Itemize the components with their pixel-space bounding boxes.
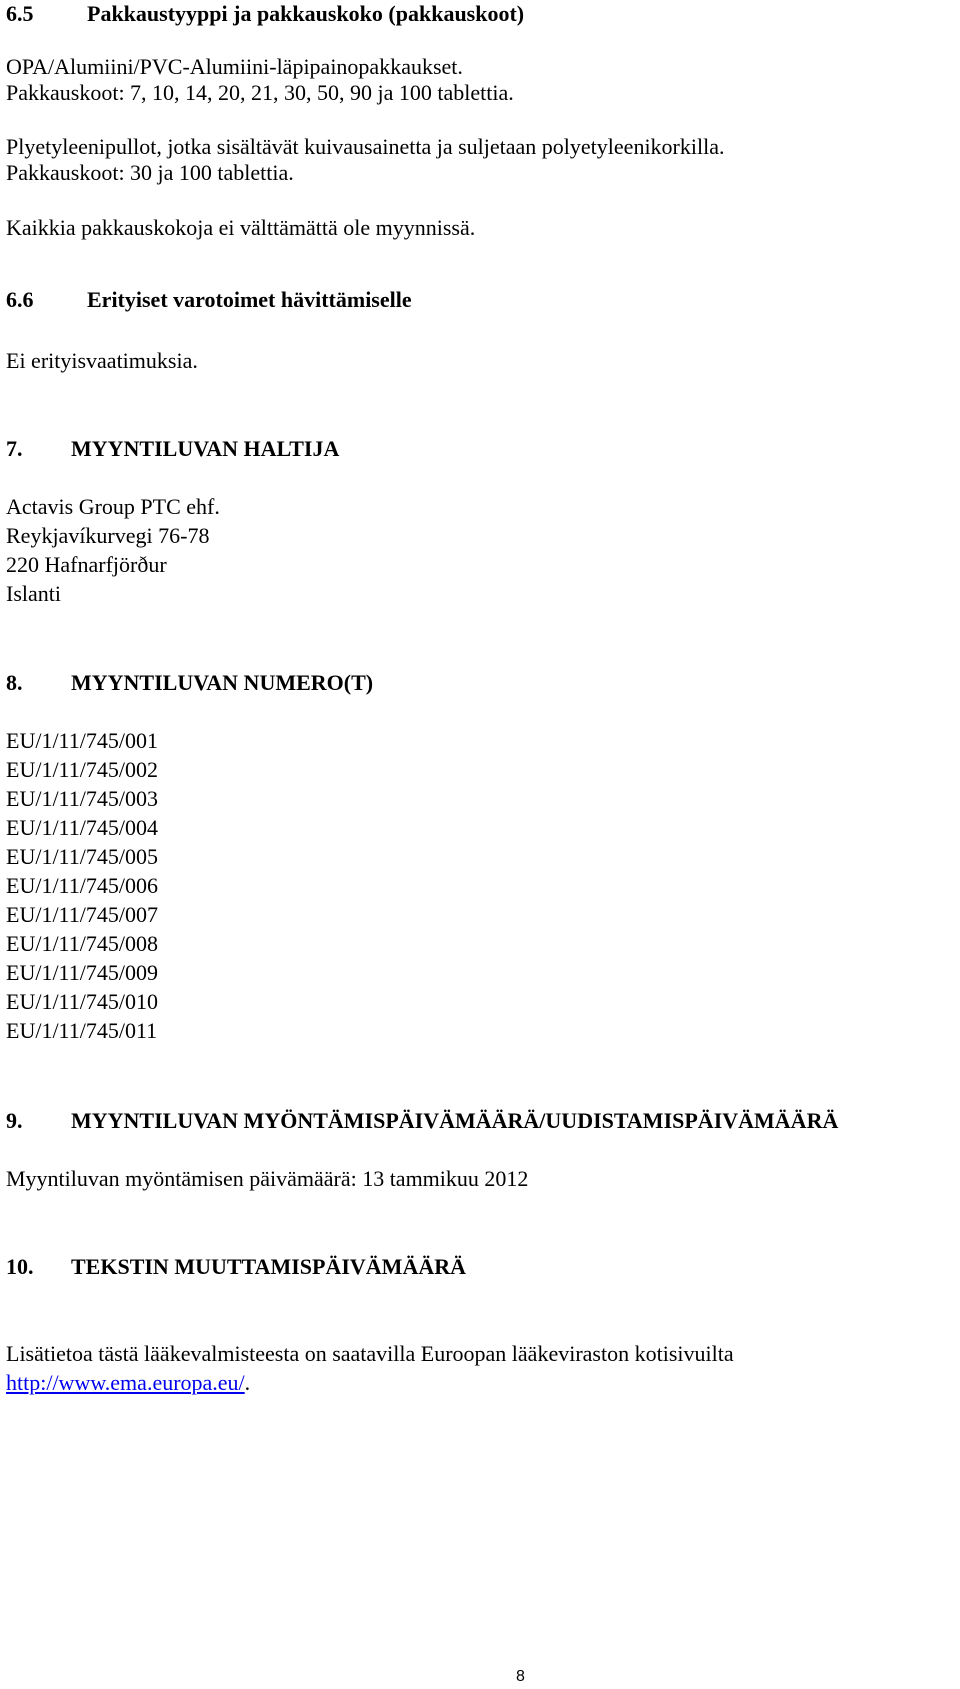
packaging-line-1: OPA/Alumiini/PVC-Alumiini-läpipainopakkaukset. bbox=[6, 54, 463, 79]
section-10-heading bbox=[6, 1253, 466, 1281]
section-7-heading bbox=[6, 435, 339, 463]
more-info-link-line bbox=[6, 1369, 250, 1397]
holder-country: Islanti bbox=[6, 581, 61, 606]
holder-name: Actavis Group PTC ehf. bbox=[6, 494, 220, 519]
section-8-heading bbox=[6, 669, 373, 697]
document-page bbox=[6, 0, 956, 1689]
authorisation-number: EU/1/11/745/002 bbox=[6, 757, 158, 782]
section-title: MYYNTILUVAN MYÖNTÄMISPÄIVÄMÄÄRÄ/UUDISTAMISPÄIVÄMÄÄRÄ bbox=[71, 1108, 839, 1133]
section-number: 9. bbox=[6, 1108, 23, 1133]
packaging-line-2: Pakkauskoot: 7, 10, 14, 20, 21, 30, 50, 90 ja 100 tablettia. bbox=[6, 80, 514, 105]
section-title: MYYNTILUVAN NUMERO(T) bbox=[71, 670, 374, 695]
authorisation-number: EU/1/11/745/003 bbox=[6, 786, 158, 811]
section-title: Pakkaustyyppi ja pakkauskoko (pakkauskoot) bbox=[87, 1, 525, 26]
authorisation-number: EU/1/11/745/009 bbox=[6, 960, 158, 985]
authorisation-number: EU/1/11/745/004 bbox=[6, 815, 158, 840]
packaging-line-3: Plyetyleenipullot, jotka sisältävät kuivausainetta ja suljetaan polyetyleenikorkilla. bbox=[6, 134, 725, 159]
holder-street: Reykjavíkurvegi 76-78 bbox=[6, 523, 210, 548]
section-number: 10. bbox=[6, 1254, 34, 1279]
authorisation-number: EU/1/11/745/011 bbox=[6, 1018, 158, 1043]
section-title: TEKSTIN MUUTTAMISPÄIVÄMÄÄRÄ bbox=[71, 1254, 467, 1279]
link-suffix: . bbox=[244, 1370, 251, 1395]
section-6-6-heading bbox=[6, 286, 412, 314]
section-number: 7. bbox=[6, 436, 23, 461]
ema-website-link[interactable]: http://www.ema.europa.eu/ bbox=[6, 1370, 245, 1395]
more-info-text: Lisätietoa tästä lääkevalmisteesta on saatavilla Euroopan lääkeviraston kotisivuilta bbox=[6, 1341, 734, 1366]
authorisation-number: EU/1/11/745/010 bbox=[6, 989, 158, 1014]
authorisation-number: EU/1/11/745/001 bbox=[6, 728, 158, 753]
authorisation-date-text: Myyntiluvan myöntämisen päivämäärä: 13 tammikuu 2012 bbox=[6, 1166, 529, 1191]
section-title: Erityiset varotoimet hävittämiselle bbox=[87, 287, 412, 312]
section-number: 8. bbox=[6, 670, 23, 695]
section-6-5-heading bbox=[6, 0, 524, 28]
packaging-line-4: Pakkauskoot: 30 ja 100 tablettia. bbox=[6, 160, 294, 185]
section-9-heading bbox=[6, 1107, 838, 1135]
packaging-line-5: Kaikkia pakkauskokoja ei välttämättä ole myynnissä. bbox=[6, 215, 476, 240]
section-number: 6.5 bbox=[6, 1, 34, 26]
disposal-text: Ei erityisvaatimuksia. bbox=[6, 348, 198, 373]
authorisation-number: EU/1/11/745/006 bbox=[6, 873, 158, 898]
authorisation-number: EU/1/11/745/005 bbox=[6, 844, 158, 869]
authorisation-number: EU/1/11/745/008 bbox=[6, 931, 158, 956]
authorisation-number: EU/1/11/745/007 bbox=[6, 902, 158, 927]
holder-city: 220 Hafnarfjörður bbox=[6, 552, 167, 577]
section-title: MYYNTILUVAN HALTIJA bbox=[71, 436, 340, 461]
page-number: 8 bbox=[516, 1668, 525, 1685]
section-number: 6.6 bbox=[6, 287, 34, 312]
